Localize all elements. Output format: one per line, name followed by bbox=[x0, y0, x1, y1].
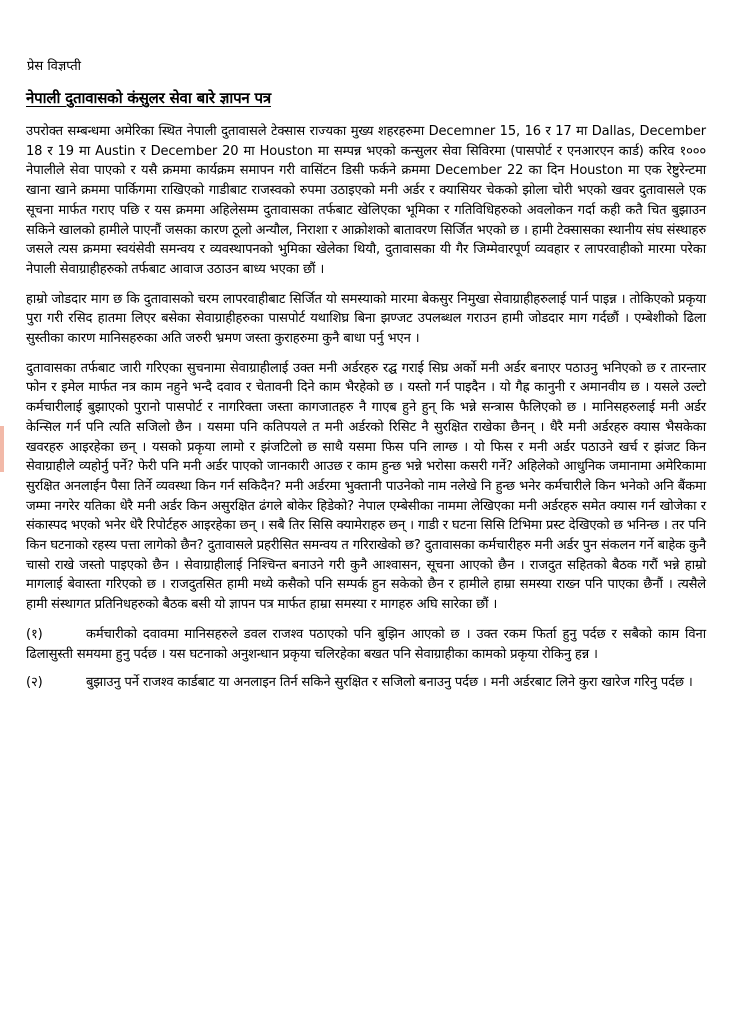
list-item-1-number: (१) bbox=[26, 626, 43, 642]
list-item-1-text: कर्मचारीको दवावमा मानिसहरुले डवल राजश्व पठाएको पनि बुझिन आएको छ । उक्त रकम फिर्ता हुनु पर्दछ र सबैको काम विना ढिलासुस्ती समयमा हुनु पर्दछ । यस घटनाको अनुशन्धान प्रकृया चलिरहेका बखत पनि सेवाग्राहीका कामको प्रकृया रोकिनु हन्न । bbox=[26, 626, 706, 662]
list-item-1 bbox=[26, 625, 706, 664]
list-item-2-text: बुझाउनु पर्ने राजश्व कार्डबाट या अनलाइन तिर्न सकिने सुरक्षित र सजिलो बनाउनु पर्दछ । मनी अर्डरबाट लिने कुरा खारेज गरिनु पर्दछ । bbox=[86, 675, 693, 691]
paragraph-details: दुतावासका तर्फबाट जारी गरिएका सुचनामा सेवाग्राहीलाई उक्त मनी अर्डरहरु रद्घ गराई सिघ्र अर्को मनी अर्डर बनाएर पठाउनु भनिएको छ र तारन्तार फोन र इमेल मार्फत नत्र काम नहुने भन्दै दवाव र चेतावनी दिने काम भैरहेको छ । यस्तो गर्न पाइदैन । यो गैह्र कानुनी र अमानवीय छ । यसले उल्टो कर्मचारीलाई बुझाएको पुरानो पासपोर्ट र नागरिक्ता जस्ता कागजातहरु नै गाएब हुने हुन् कि भन्ने सन्त्रास फैलिएको छ । मानिसहरुलाई मनी अर्डर केन्सिल गर्न पनि त्यति सजिलो छैन । यसमा पनि कतिपयले त मनी अर्डरको रिसिट नै सुरक्षित राखेका छैनन् । धैरै मनी अर्डरहरु क्यास भैसकेका खवरहरु आइरहेका छन् । यसको प्रकृया लामो र झंजटिलो छ साथै यसमा फिस पनि लाग्छ । यो फिस र मनी अर्डर पठाउने खर्च र झंजट किन सेवाग्राहीले व्यहोर्नु पर्ने? फेरी पनि मनी अर्डर पाएको जानकारी आउछ र काम हुन्छ भन्ने भरोसा कसरी गर्ने? अहिलेको आधुनिक जमानामा अमेरिकामा सुरक्षित अनलाईन पैसा तिर्ने व्यवस्था किन गर्न सकिदैन? मनी अर्डरमा भुक्तानी पाउनेको नाम नलेखे नि हुन्छ भनेर कर्मचारीले किन भनेको अनि बैंकमा जम्मा नगरेर यतिका धेरै मनी अर्डर किन असुरक्षित ढंगले बोकेर हिडेको? नेपाल एम्बेसीका नाममा लेखिएका मनी अर्डरहरु समेत क्यास गर्न खोजेका र संकास्पद भएको भनेर धेरै रिपोर्टहरु आइरहेका छन् । सबै तिर सिसि क्यामेराहरु छन् । गाडी र घटना सिसि टिभिमा प्रस्ट देखिएको छ भनिन्छ । तर पनि किन घटनाको रहस्य पत्ता लागेको छैन? दुतावासले प्रहरीसित समन्वय त गरिराखेको छ? दुतावासका कर्मचारीहरु मनी अर्डर पुन संकलन गर्ने बाहेक कुनै चासो राखे जस्तो पाइएको छैन । सेवाग्राहीलाई निश्चिन्त बनाउने गरी कुनै आश्वासन, सूचना आएको छैन । राजदुत सहितको बैठक गरौं भन्ने हाम्रो मागलाई बेवास्ता गरिएको छ । राजदुतसित हामी मध्ये कसैको पनि सम्पर्क हुन सकेको छैन र हामीले हाम्रा समस्या राख्न पनि पाएका छैनौं । त्यसैले हामी संस्थागत प्रतिनिधहरुको बैठक बसी यो ज्ञापन पत्र मार्फत हाम्रा समस्या र मागहरु अघि सारेका छौं । bbox=[26, 360, 706, 613]
paragraph-intro: उपरोक्त सम्बन्धमा अमेरिका स्थित नेपाली दुतावासले टेक्सास राज्यका मुख्य शहरहरुमा Decemner 15, 16 र 17 मा Dallas, December 18 र 19 मा Austin र December 20 मा Houston मा सम्पन्न भएको कन्सुलर सेवा सिविरमा (पासपोर्ट र एनआरएन कार्ड) करिव १००० नेपालीले सेवा पाएको र यसै क्रममा कार्यक्रम समापन गरी वासिंटन डिसी फर्कने क्रममा December 22 का दिन Houston मा एक रेष्टुरेन्टमा खाना खाने क्रममा पार्किगमा राखिएको गाडीबाट राजस्वको रुपमा उठाइएको मनी अर्डर र क्यासियर चेकको झोला चोरी भएको खवर दुतावासले एक सूचना मार्फत गराए पछि र यस क्रममा अहिलेसम्म दुतावासका तर्फबाट खेलिएका भूमिका र गतिविधिहरुको अवलोकन गर्दा कही कतै चित बुझाउन सकिने खालको हामीले पाएनौं जसका कारण ठूलो अन्यौल, निराशा र आक्रोशको बातावरण सिर्जित भएको छ । हामी टेक्सासका स्थानीय संघ संस्थाहरु जसले त्यस क्रममा स्वयंसेवी समन्वय र व्यवस्थापनको भुमिका खेलेका थियौ, दुतावासका यी गैर जिम्मेवारपूर्ण व्यवहार र लापरवाहीको मारमा परेका नेपाली सेवाग्राहीहरुको तर्फबाट आवाज उठाउन बाध्य भएका छौं । bbox=[26, 124, 706, 277]
list-item-2 bbox=[26, 673, 706, 693]
press-release-document bbox=[26, 58, 706, 702]
paragraph-demand: हाम्रो जोडदार माग छ कि दुतावासको चरम लापरवाहीबाट सिर्जित यो समस्याको मारमा बेकसुर निमुखा सेवाग्राहीहरुलाई पार्न पाइन्न । तोकिएको प्रकृया पुरा गरी रसिद हातमा लिएर बसेका सेवाग्राहीहरुका पासपोर्ट यथाशिघ्र बिना झण्जट उपलब्धल गराउन हामी जोडदार माग गर्दछौं । एम्बेशीको ढिला सुस्तीका कारण मानिसहरुका अति जरुरी भ्रमण जस्ता कुराहरुमा कुनै बाधा पर्नु भएन । bbox=[26, 291, 706, 347]
document-label: प्रेस विज्ञप्ती bbox=[27, 59, 82, 74]
scan-edge-mark bbox=[0, 426, 4, 472]
list-item-2-number: (२) bbox=[26, 675, 43, 691]
document-title: नेपाली दुतावासको कंसुलर सेवा बारे ज्ञापन पत्र bbox=[26, 89, 271, 107]
